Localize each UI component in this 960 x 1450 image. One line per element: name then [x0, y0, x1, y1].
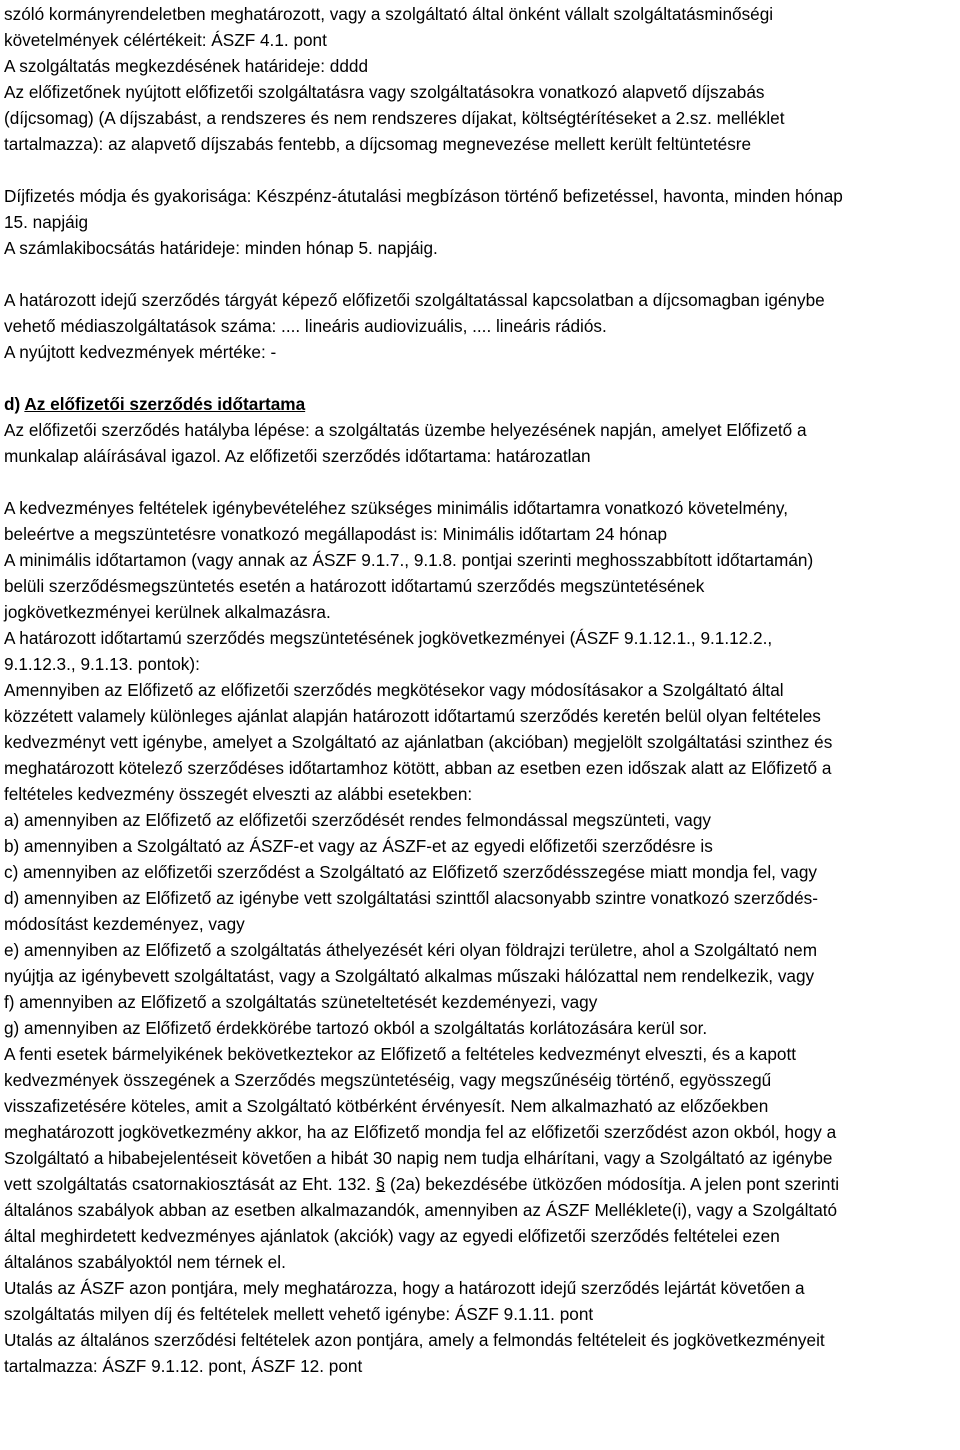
- paragraph-media-services: [4, 287, 956, 365]
- text-line: Utalás az általános szerződési feltételek azon pontjára, amely a felmondás feltételeit és jogkövetkezményeit: [4, 1330, 825, 1350]
- text-line: feltételes kedvezmény összegét elveszti az alábbi esetekben:: [4, 784, 473, 804]
- section-heading: [4, 391, 956, 417]
- section-heading-prefix: d): [4, 394, 25, 414]
- list-item-e-cont: nyújtja az igénybevett szolgáltatást, vagy a Szolgáltató alkalmas műszaki hálózattal nem rendelkezik, vagy: [4, 966, 815, 986]
- text-line: Az előfizetői szerződés hatályba lépése: a szolgáltatás üzembe helyezésének napján, amelyet Előfizető a: [4, 420, 807, 440]
- text-line: [4, 1171, 956, 1197]
- section-heading-text: Az előfizetői szerződés időtartama: [24, 394, 306, 414]
- text-line: meghatározott kötelező szerződéses időtartamhoz kötött, abban az esetben ezen időszak alatt az Előfizető a: [4, 758, 832, 778]
- text-line: meghatározott jogkövetkezmény akkor, ha az Előfizető mondja fel az előfizetői szerződést azon okból, hogy a: [4, 1122, 837, 1142]
- text-line: általános szabályok abban az esetben alkalmazandók, amennyiben az ÁSZF Melléklete(i), vagy a Szolgáltató: [4, 1200, 838, 1220]
- text-line: A nyújtott kedvezmények mértéke: -: [4, 342, 277, 362]
- list-item-a: a) amennyiben az Előfizető az előfizetői szerződését rendes felmondással megszünteti, vagy: [4, 810, 711, 830]
- text-line: Az előfizetőnek nyújtott előfizetői szolgáltatásra vagy szolgáltatásokra vonatkozó alapvető díjszabás: [4, 82, 765, 102]
- text-line: A számlakibocsátás határideje: minden hónap 5. napjáig.: [4, 238, 438, 258]
- text-line: általános szabályoktól nem térnek el.: [4, 1252, 286, 1272]
- document-page: [4, 1, 956, 1379]
- text-line: A szolgáltatás megkezdésének határideje: dddd: [4, 56, 369, 76]
- paragraph-quality-targets: [4, 1, 956, 157]
- section-symbol-link[interactable]: §: [375, 1174, 386, 1194]
- spacer: [4, 157, 956, 183]
- text-line: Amennyiben az Előfizető az előfizetői szerződés megkötésekor vagy módosításakor a Szolgáltató által: [4, 680, 784, 700]
- text-line: kedvezményt vett igénybe, amelyet a Szolgáltató az ajánlatban (akcióban) megjelölt szolgáltatási szinthez és: [4, 732, 833, 752]
- text-line: (díjcsomag) (A díjszabást, a rendszeres és nem rendszeres díjakat, költségtérítéseket a 2.sz. melléklet: [4, 108, 785, 128]
- text-line: követelmények célértékeit: ÁSZF 4.1. pont: [4, 30, 327, 50]
- text-segment: vett szolgáltatás csatornakiosztását az Eht. 132.: [4, 1174, 376, 1194]
- text-line: A fenti esetek bármelyikének bekövetkeztekor az Előfizető a feltételes kedvezményt elveszti, és a kapott: [4, 1044, 796, 1064]
- spacer: [4, 469, 956, 495]
- text-line: 15. napjáig: [4, 212, 89, 232]
- paragraph-contract-start: [4, 417, 956, 469]
- list-item-d: d) amennyiben az Előfizető az igénybe vett szolgáltatási szinttől alacsonyabb szintre vonatkozó szerződés-: [4, 888, 818, 908]
- list-item-g: g) amennyiben az Előfizető érdekkörébe tartozó okból a szolgáltatás korlátozására kerül sor.: [4, 1018, 708, 1038]
- list-item-c: c) amennyiben az előfizetői szerződést a Szolgáltató az Előfizető szerződésszegése miatt mondja fel, vagy: [4, 862, 818, 882]
- text-line: szolgáltatás milyen díj és feltételek mellett vehető igénybe: ÁSZF 9.1.11. pont: [4, 1304, 594, 1324]
- text-line: belüli szerződésmegszüntetés esetén a határozott időtartamú szerződés megszüntetésének: [4, 576, 705, 596]
- text-line: tartalmazza): az alapvető díjszabás fentebb, a díjcsomag megnevezése mellett került feltüntetésre: [4, 134, 752, 154]
- text-line: Díjfizetés módja és gyakorisága: Készpénz-átutalási megbízáson történő befizetéssel, havonta, minden hónap: [4, 186, 843, 206]
- paragraph-minimum-term: [4, 495, 956, 1379]
- text-line: szóló kormányrendeletben meghatározott, vagy a szolgáltató által önként vállalt szolgáltatásminőségi: [4, 4, 774, 24]
- list-item-d-cont: módosítást kezdeményez, vagy: [4, 914, 245, 934]
- text-line: által meghirdetett kedvezményes ajánlatok (akciók) vagy az egyedi előfizetői szerződés feltételei ezen: [4, 1226, 780, 1246]
- text-line: Utalás az ÁSZF azon pontjára, mely meghatározza, hogy a határozott idejű szerződés lejártát követően a: [4, 1278, 805, 1298]
- spacer: [4, 365, 956, 391]
- paragraph-payment: [4, 183, 956, 261]
- text-line: Szolgáltató a hibabejelentéseit követően a hibát 30 napig nem tudja elhárítani, vagy a Szolgáltató az igénybe: [4, 1148, 833, 1168]
- text-line: vehető médiaszolgáltatások száma: .... lineáris audiovizuális, .... lineáris rádiós.: [4, 316, 607, 336]
- text-line: A kedvezményes feltételek igénybevételéhez szükséges minimális időtartamra vonatkozó követelmény,: [4, 498, 789, 518]
- text-line: A határozott időtartamú szerződés megszüntetésének jogkövetkezményei (ÁSZF 9.1.12.1., 9.1.12.2.,: [4, 628, 773, 648]
- text-line: tartalmazza: ÁSZF 9.1.12. pont, ÁSZF 12. pont: [4, 1356, 363, 1376]
- list-item-f: f) amennyiben az Előfizető a szolgáltatás szüneteltetését kezdeményezi, vagy: [4, 992, 598, 1012]
- list-item-e: e) amennyiben az Előfizető a szolgáltatás áthelyezését kéri olyan földrajzi területre, ahol a Szolgáltató nem: [4, 940, 818, 960]
- text-line: visszafizetésére köteles, amit a Szolgáltató kötbérként érvényesít. Nem alkalmazható az előzőekben: [4, 1096, 769, 1116]
- text-line: közzétett valamely különleges ajánlat alapján határozott időtartamú szerződés keretén belül olyan feltételes: [4, 706, 821, 726]
- spacer: [4, 261, 956, 287]
- text-line: beleértve a megszüntetésre vonatkozó megállapodást is: Minimális időtartam 24 hónap: [4, 524, 668, 544]
- text-line: jogkövetkezményei kerülnek alkalmazásra.: [4, 602, 331, 622]
- text-line: kedvezmények összegének a Szerződés megszüntetéséig, vagy megszűnéséig történő, egyösszegű: [4, 1070, 772, 1090]
- text-line: A minimális időtartamon (vagy annak az ÁSZF 9.1.7., 9.1.8. pontjai szerinti meghosszabbított időtartamán): [4, 550, 814, 570]
- list-item-b: b) amennyiben a Szolgáltató az ÁSZF-et vagy az ÁSZF-et az egyedi előfizetői szerződésre is: [4, 836, 713, 856]
- text-segment: (2a) bekezdésébe ütközően módosítja. A jelen pont szerinti: [385, 1174, 840, 1194]
- text-line: 9.1.12.3., 9.1.13. pontok):: [4, 654, 200, 674]
- text-line: munkalap aláírásával igazol. Az előfizetői szerződés időtartama: határozatlan: [4, 446, 591, 466]
- text-line: A határozott idejű szerződés tárgyát képező előfizetői szolgáltatással kapcsolatban a díjcsomagban igénybe: [4, 290, 825, 310]
